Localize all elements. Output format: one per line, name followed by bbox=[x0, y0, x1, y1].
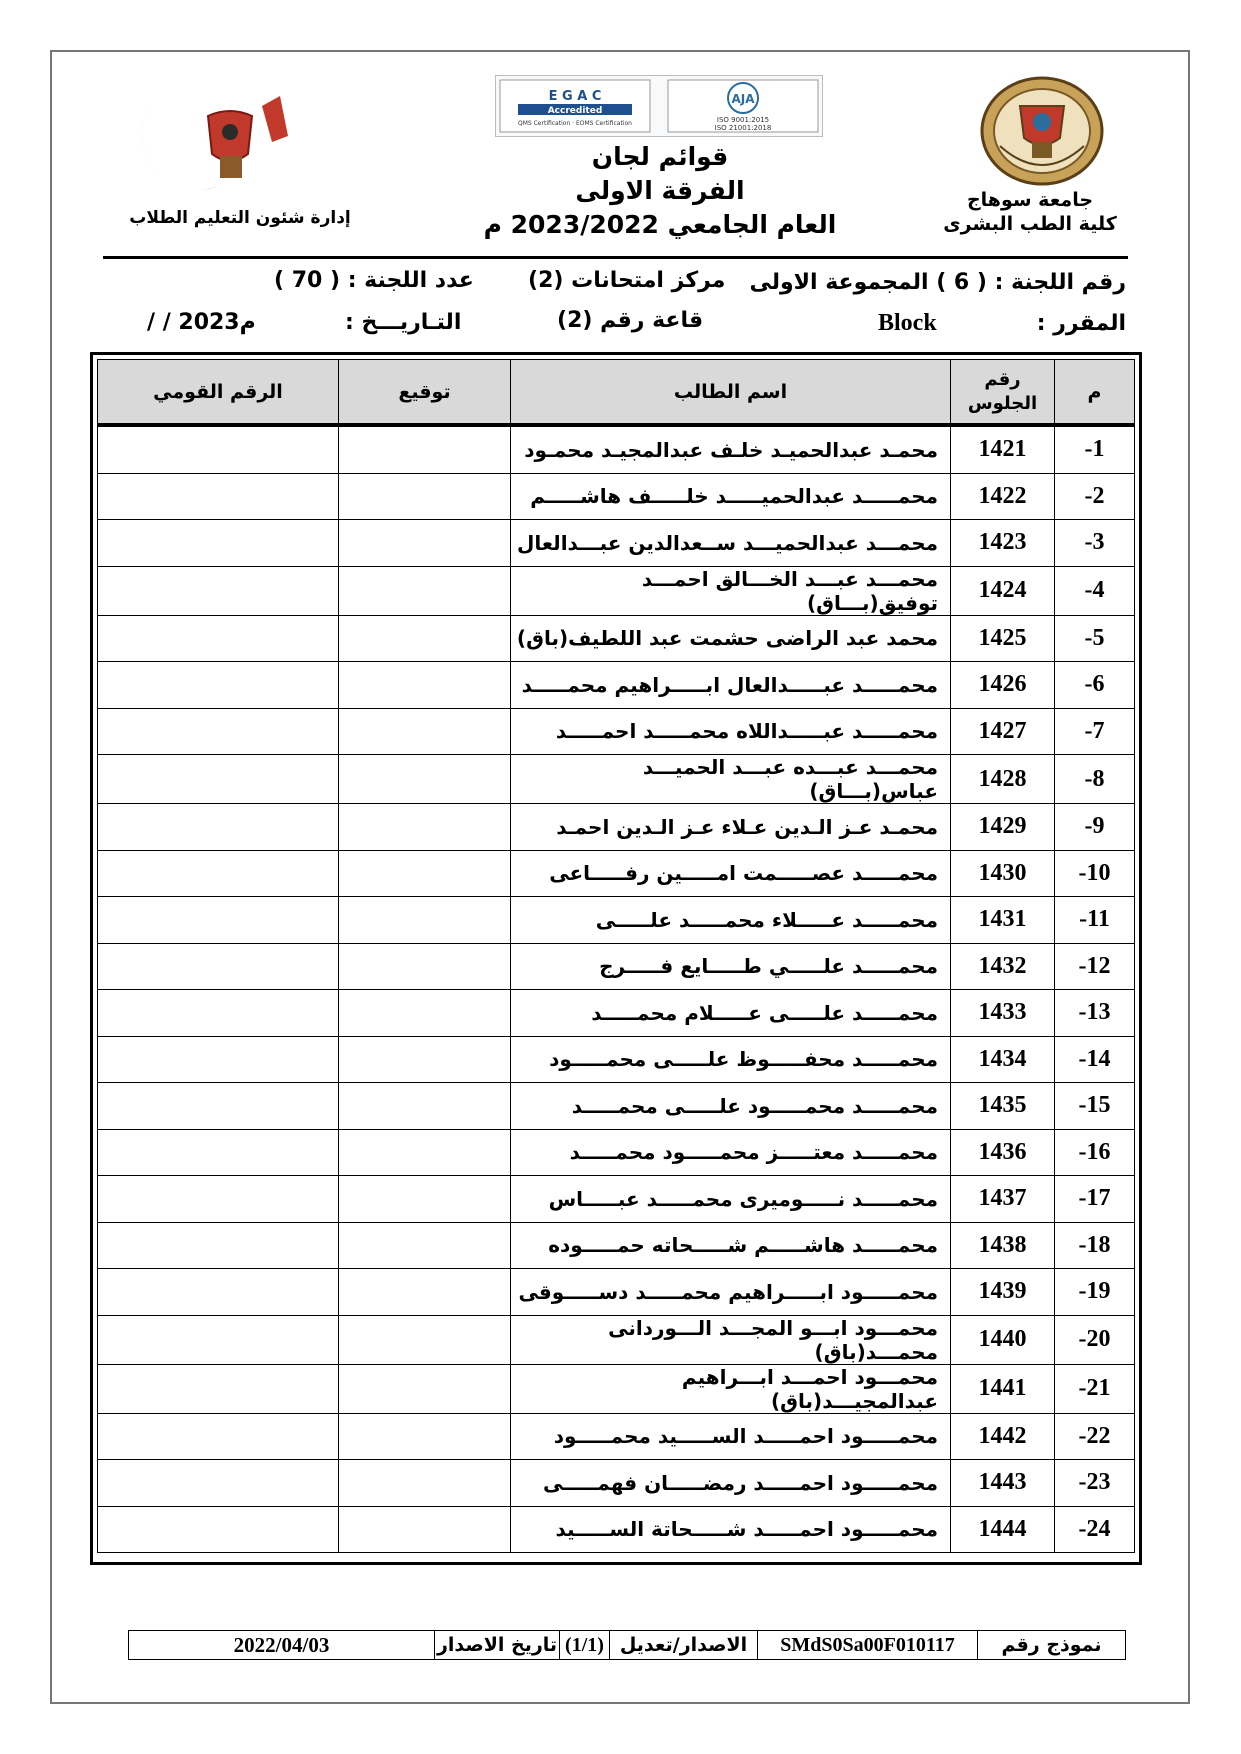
row-national-id-cell[interactable] bbox=[98, 1364, 339, 1413]
row-student-name: محمـــــد محفـــــوظ علـــــى محمـــــود bbox=[511, 1036, 951, 1083]
row-seat-number: 1438 bbox=[951, 1222, 1055, 1269]
row-index: 22- bbox=[1055, 1413, 1135, 1460]
row-student-name: محمـــود ابـــو المجـــد الـــوردانى محمـــد(باق) bbox=[511, 1315, 951, 1364]
row-national-id-cell[interactable] bbox=[98, 520, 339, 567]
row-national-id-cell[interactable] bbox=[98, 943, 339, 990]
row-national-id-cell[interactable] bbox=[98, 708, 339, 755]
table-row bbox=[98, 425, 1135, 473]
row-student-name: محمـد عبدالحميـد خلـف عبدالمجيـد محمـود bbox=[511, 425, 951, 473]
table-row bbox=[98, 755, 1135, 804]
row-signature-cell[interactable] bbox=[339, 615, 511, 662]
table-header-row bbox=[98, 360, 1135, 426]
table-row bbox=[98, 1222, 1135, 1269]
row-signature-cell[interactable] bbox=[339, 1460, 511, 1507]
row-national-id-cell[interactable] bbox=[98, 1506, 339, 1553]
row-index: 14- bbox=[1055, 1036, 1135, 1083]
svg-text:ISO 9001:2015: ISO 9001:2015 bbox=[716, 116, 770, 124]
row-signature-cell[interactable] bbox=[339, 1269, 511, 1316]
row-seat-number: 1444 bbox=[951, 1506, 1055, 1553]
row-index: 9- bbox=[1055, 804, 1135, 851]
row-signature-cell[interactable] bbox=[339, 1222, 511, 1269]
row-national-id-cell[interactable] bbox=[98, 1176, 339, 1223]
svg-text:E G A C: E G A C bbox=[548, 89, 602, 104]
student-affairs-dept: إدارة شئون التعليم الطلاب bbox=[129, 208, 351, 228]
row-student-name: محمد عبد الراضى حشمت عبد اللطيف(باق) bbox=[511, 615, 951, 662]
table-row bbox=[98, 473, 1135, 520]
issue-date: 2022/04/03 bbox=[233, 1632, 330, 1657]
row-signature-cell[interactable] bbox=[339, 755, 511, 804]
row-student-name: محمـــــد عـــــلاء محمـــــد علـــــى bbox=[511, 897, 951, 944]
table-row bbox=[98, 943, 1135, 990]
row-signature-cell[interactable] bbox=[339, 804, 511, 851]
row-student-name: محمـــــد عبـــــدالعال ابـــــراهيم محمـــــد bbox=[511, 662, 951, 709]
row-national-id-cell[interactable] bbox=[98, 566, 339, 615]
col-index-header: م bbox=[1055, 360, 1135, 426]
row-signature-cell[interactable] bbox=[339, 943, 511, 990]
row-seat-number: 1437 bbox=[951, 1176, 1055, 1223]
row-national-id-cell[interactable] bbox=[98, 1269, 339, 1316]
row-index: 1- bbox=[1055, 425, 1135, 473]
row-index: 17- bbox=[1055, 1176, 1135, 1223]
row-national-id-cell[interactable] bbox=[98, 662, 339, 709]
table-row bbox=[98, 804, 1135, 851]
row-student-name: محمـــــد عبدالحميـــــد خلـــــف هاشـــــم bbox=[511, 473, 951, 520]
header-divider bbox=[103, 256, 1128, 259]
row-index: 3- bbox=[1055, 520, 1135, 567]
row-seat-number: 1421 bbox=[951, 425, 1055, 473]
form-code: SMdS0Sa00F010117 bbox=[757, 1631, 977, 1659]
row-national-id-cell[interactable] bbox=[98, 1413, 339, 1460]
table-row bbox=[98, 1036, 1135, 1083]
row-seat-number: 1423 bbox=[951, 520, 1055, 567]
row-seat-number: 1436 bbox=[951, 1129, 1055, 1176]
table-row bbox=[98, 1269, 1135, 1316]
row-seat-number: 1434 bbox=[951, 1036, 1055, 1083]
form-number-label: نموذج رقم bbox=[977, 1631, 1125, 1659]
row-national-id-cell[interactable] bbox=[98, 473, 339, 520]
form-footer bbox=[128, 1630, 1126, 1660]
table-row bbox=[98, 1413, 1135, 1460]
document-titles bbox=[470, 140, 850, 242]
row-signature-cell[interactable] bbox=[339, 1364, 511, 1413]
row-index: 10- bbox=[1055, 850, 1135, 897]
row-student-name: محمـــــد هاشـــــم شـــــحاته حمـــــوده bbox=[511, 1222, 951, 1269]
row-index: 20- bbox=[1055, 1315, 1135, 1364]
table-row bbox=[98, 566, 1135, 615]
row-signature-cell[interactable] bbox=[339, 1315, 511, 1364]
svg-text:ISO 21001:2018: ISO 21001:2018 bbox=[714, 124, 772, 132]
row-national-id-cell[interactable] bbox=[98, 897, 339, 944]
revision-label: الاصدار/تعديل bbox=[609, 1631, 757, 1659]
faculty-name: كلية الطب البشرى bbox=[943, 213, 1117, 235]
svg-text:Accredited: Accredited bbox=[547, 106, 603, 116]
date-label: التـاريـــخ : bbox=[345, 310, 462, 335]
university-name-block bbox=[930, 188, 1130, 236]
row-index: 18- bbox=[1055, 1222, 1135, 1269]
row-student-name: محمـــــود احمـــــد الســـــيد محمـــــود bbox=[511, 1413, 951, 1460]
row-student-name: محمـــود احمـــد ابـــراهيم عبدالمجيـــد(باق) bbox=[511, 1364, 951, 1413]
table-row bbox=[98, 1083, 1135, 1130]
row-student-name: محمـــد عبـــد الخـــالق احمـــد توفيق(بـــاق) bbox=[511, 566, 951, 615]
row-signature-cell[interactable] bbox=[339, 566, 511, 615]
row-index: 21- bbox=[1055, 1364, 1135, 1413]
course-value: Block bbox=[878, 310, 937, 336]
row-national-id-cell[interactable] bbox=[98, 1315, 339, 1364]
students-table-frame bbox=[90, 352, 1142, 1565]
row-student-name: محمـــــد عبـــــداللاه محمـــــد احمـــــد bbox=[511, 708, 951, 755]
table-row bbox=[98, 1460, 1135, 1507]
row-national-id-cell[interactable] bbox=[98, 425, 339, 473]
row-national-id-cell[interactable] bbox=[98, 1222, 339, 1269]
row-signature-cell[interactable] bbox=[339, 1083, 511, 1130]
svg-text:QMS Certification · EOMS Certi: QMS Certification · EOMS Certification bbox=[518, 120, 632, 127]
row-index: 23- bbox=[1055, 1460, 1135, 1507]
issue-date-label: تاريخ الاصدار bbox=[434, 1631, 559, 1659]
course-label: المقرر : bbox=[1036, 311, 1126, 336]
svg-text:AJA: AJA bbox=[731, 92, 755, 106]
row-signature-cell[interactable] bbox=[339, 850, 511, 897]
row-seat-number: 1425 bbox=[951, 615, 1055, 662]
table-row bbox=[98, 850, 1135, 897]
university-name: جامعة سوهاج bbox=[966, 189, 1094, 211]
row-signature-cell[interactable] bbox=[339, 473, 511, 520]
faculty-of-medicine-logo bbox=[112, 76, 316, 194]
row-seat-number: 1431 bbox=[951, 897, 1055, 944]
row-signature-cell[interactable] bbox=[339, 1176, 511, 1223]
row-student-name: محمـــد عبدالحميـــد ســعدالدين عبـــدالعال bbox=[511, 520, 951, 567]
table-row bbox=[98, 708, 1135, 755]
table-row bbox=[98, 990, 1135, 1037]
row-national-id-cell[interactable] bbox=[98, 850, 339, 897]
row-seat-number: 1432 bbox=[951, 943, 1055, 990]
table-row bbox=[98, 662, 1135, 709]
row-signature-cell[interactable] bbox=[339, 708, 511, 755]
row-student-name: محمـــــد معتـــــز محمـــــود محمـــــد bbox=[511, 1129, 951, 1176]
table-row bbox=[98, 1129, 1135, 1176]
row-national-id-cell[interactable] bbox=[98, 1083, 339, 1130]
row-student-name: محمـــد عبـــده عبـــد الحميـــد عباس(بـــاق) bbox=[511, 755, 951, 804]
row-seat-number: 1427 bbox=[951, 708, 1055, 755]
row-index: 15- bbox=[1055, 1083, 1135, 1130]
table-row bbox=[98, 897, 1135, 944]
row-national-id-cell[interactable] bbox=[98, 1129, 339, 1176]
table-row bbox=[98, 1506, 1135, 1553]
row-seat-number: 1428 bbox=[951, 755, 1055, 804]
row-signature-cell[interactable] bbox=[339, 1413, 511, 1460]
students-table bbox=[97, 359, 1135, 1553]
committee-number: رقم اللجنة : ( 6 ) المجموعة الاولى bbox=[749, 270, 1126, 295]
row-seat-number: 1430 bbox=[951, 850, 1055, 897]
accreditation-logos bbox=[496, 76, 822, 136]
hall-number: قاعة رقم (2) bbox=[557, 308, 704, 333]
row-seat-number: 1440 bbox=[951, 1315, 1055, 1364]
exam-center: مركز امتحانات (2) bbox=[528, 268, 726, 293]
col-name-header: اسم الطالب bbox=[511, 360, 951, 426]
row-signature-cell[interactable] bbox=[339, 1129, 511, 1176]
table-row bbox=[98, 520, 1135, 567]
certification-badges bbox=[495, 75, 823, 137]
row-seat-number: 1426 bbox=[951, 662, 1055, 709]
row-index: 13- bbox=[1055, 990, 1135, 1037]
row-signature-cell[interactable] bbox=[339, 1506, 511, 1553]
row-signature-cell[interactable] bbox=[339, 897, 511, 944]
row-student-name: محمـــــد محمـــــود علـــــى محمـــــد bbox=[511, 1083, 951, 1130]
row-student-name: محمـــــد علـــــي طـــــايع فـــــرج bbox=[511, 943, 951, 990]
row-student-name: محمـــــود ابـــــراهيم محمـــــد دســـــوقى bbox=[511, 1269, 951, 1316]
table-row bbox=[98, 1176, 1135, 1223]
table-row bbox=[98, 1364, 1135, 1413]
row-index: 11- bbox=[1055, 897, 1135, 944]
table-row bbox=[98, 1315, 1135, 1364]
row-index: 7- bbox=[1055, 708, 1135, 755]
row-student-name: محمـــــد عصـــــمت امـــــين رفـــــاعى bbox=[511, 850, 951, 897]
title-committee-lists: قوائم لجان bbox=[591, 142, 729, 171]
row-index: 24- bbox=[1055, 1506, 1135, 1553]
row-index: 8- bbox=[1055, 755, 1135, 804]
row-seat-number: 1429 bbox=[951, 804, 1055, 851]
row-seat-number: 1422 bbox=[951, 473, 1055, 520]
col-national-id-header: الرقم القومي bbox=[98, 360, 339, 426]
row-index: 5- bbox=[1055, 615, 1135, 662]
row-national-id-cell[interactable] bbox=[98, 1460, 339, 1507]
revision-value: (1/1) bbox=[559, 1631, 609, 1659]
row-seat-number: 1435 bbox=[951, 1083, 1055, 1130]
row-seat-number: 1441 bbox=[951, 1364, 1055, 1413]
row-index: 4- bbox=[1055, 566, 1135, 615]
committee-count: عدد اللجنة : ( 70 ) bbox=[274, 268, 474, 293]
row-national-id-cell[interactable] bbox=[98, 615, 339, 662]
row-index: 6- bbox=[1055, 662, 1135, 709]
table-row bbox=[98, 615, 1135, 662]
date-value: / / 2023م bbox=[147, 310, 256, 335]
row-student-name: محمـــــود احمـــــد شـــــحاتة الســـــيد bbox=[511, 1506, 951, 1553]
row-index: 12- bbox=[1055, 943, 1135, 990]
row-signature-cell[interactable] bbox=[339, 1036, 511, 1083]
row-seat-number: 1443 bbox=[951, 1460, 1055, 1507]
row-student-name: محمـــــود احمـــــد رمضـــــان فهمـــــى bbox=[511, 1460, 951, 1507]
table-body bbox=[98, 425, 1135, 1553]
row-student-name: محمـد عـز الـدين عـلاء عـز الـدين احمـد bbox=[511, 804, 951, 851]
row-signature-cell[interactable] bbox=[339, 425, 511, 473]
col-seat-header: رقم الجلوس bbox=[951, 360, 1055, 426]
row-student-name: محمـــــد نـــــوميرى محمـــــد عبـــــاس bbox=[511, 1176, 951, 1223]
row-national-id-cell[interactable] bbox=[98, 804, 339, 851]
row-national-id-cell[interactable] bbox=[98, 1036, 339, 1083]
row-seat-number: 1442 bbox=[951, 1413, 1055, 1460]
row-signature-cell[interactable] bbox=[339, 990, 511, 1037]
university-seal-logo bbox=[980, 76, 1104, 186]
row-index: 16- bbox=[1055, 1129, 1135, 1176]
row-national-id-cell[interactable] bbox=[98, 990, 339, 1037]
row-national-id-cell[interactable] bbox=[98, 755, 339, 804]
row-index: 19- bbox=[1055, 1269, 1135, 1316]
title-academic-year: العام الجامعي 2023/2022 م bbox=[483, 210, 837, 239]
col-signature-header: توقيع bbox=[339, 360, 511, 426]
title-first-year: الفرقة الاولى bbox=[575, 176, 745, 205]
row-signature-cell[interactable] bbox=[339, 662, 511, 709]
row-seat-number: 1424 bbox=[951, 566, 1055, 615]
row-seat-number: 1433 bbox=[951, 990, 1055, 1037]
row-seat-number: 1439 bbox=[951, 1269, 1055, 1316]
row-signature-cell[interactable] bbox=[339, 520, 511, 567]
row-index: 2- bbox=[1055, 473, 1135, 520]
row-student-name: محمـــــد علـــــى عـــــلام محمـــــد bbox=[511, 990, 951, 1037]
